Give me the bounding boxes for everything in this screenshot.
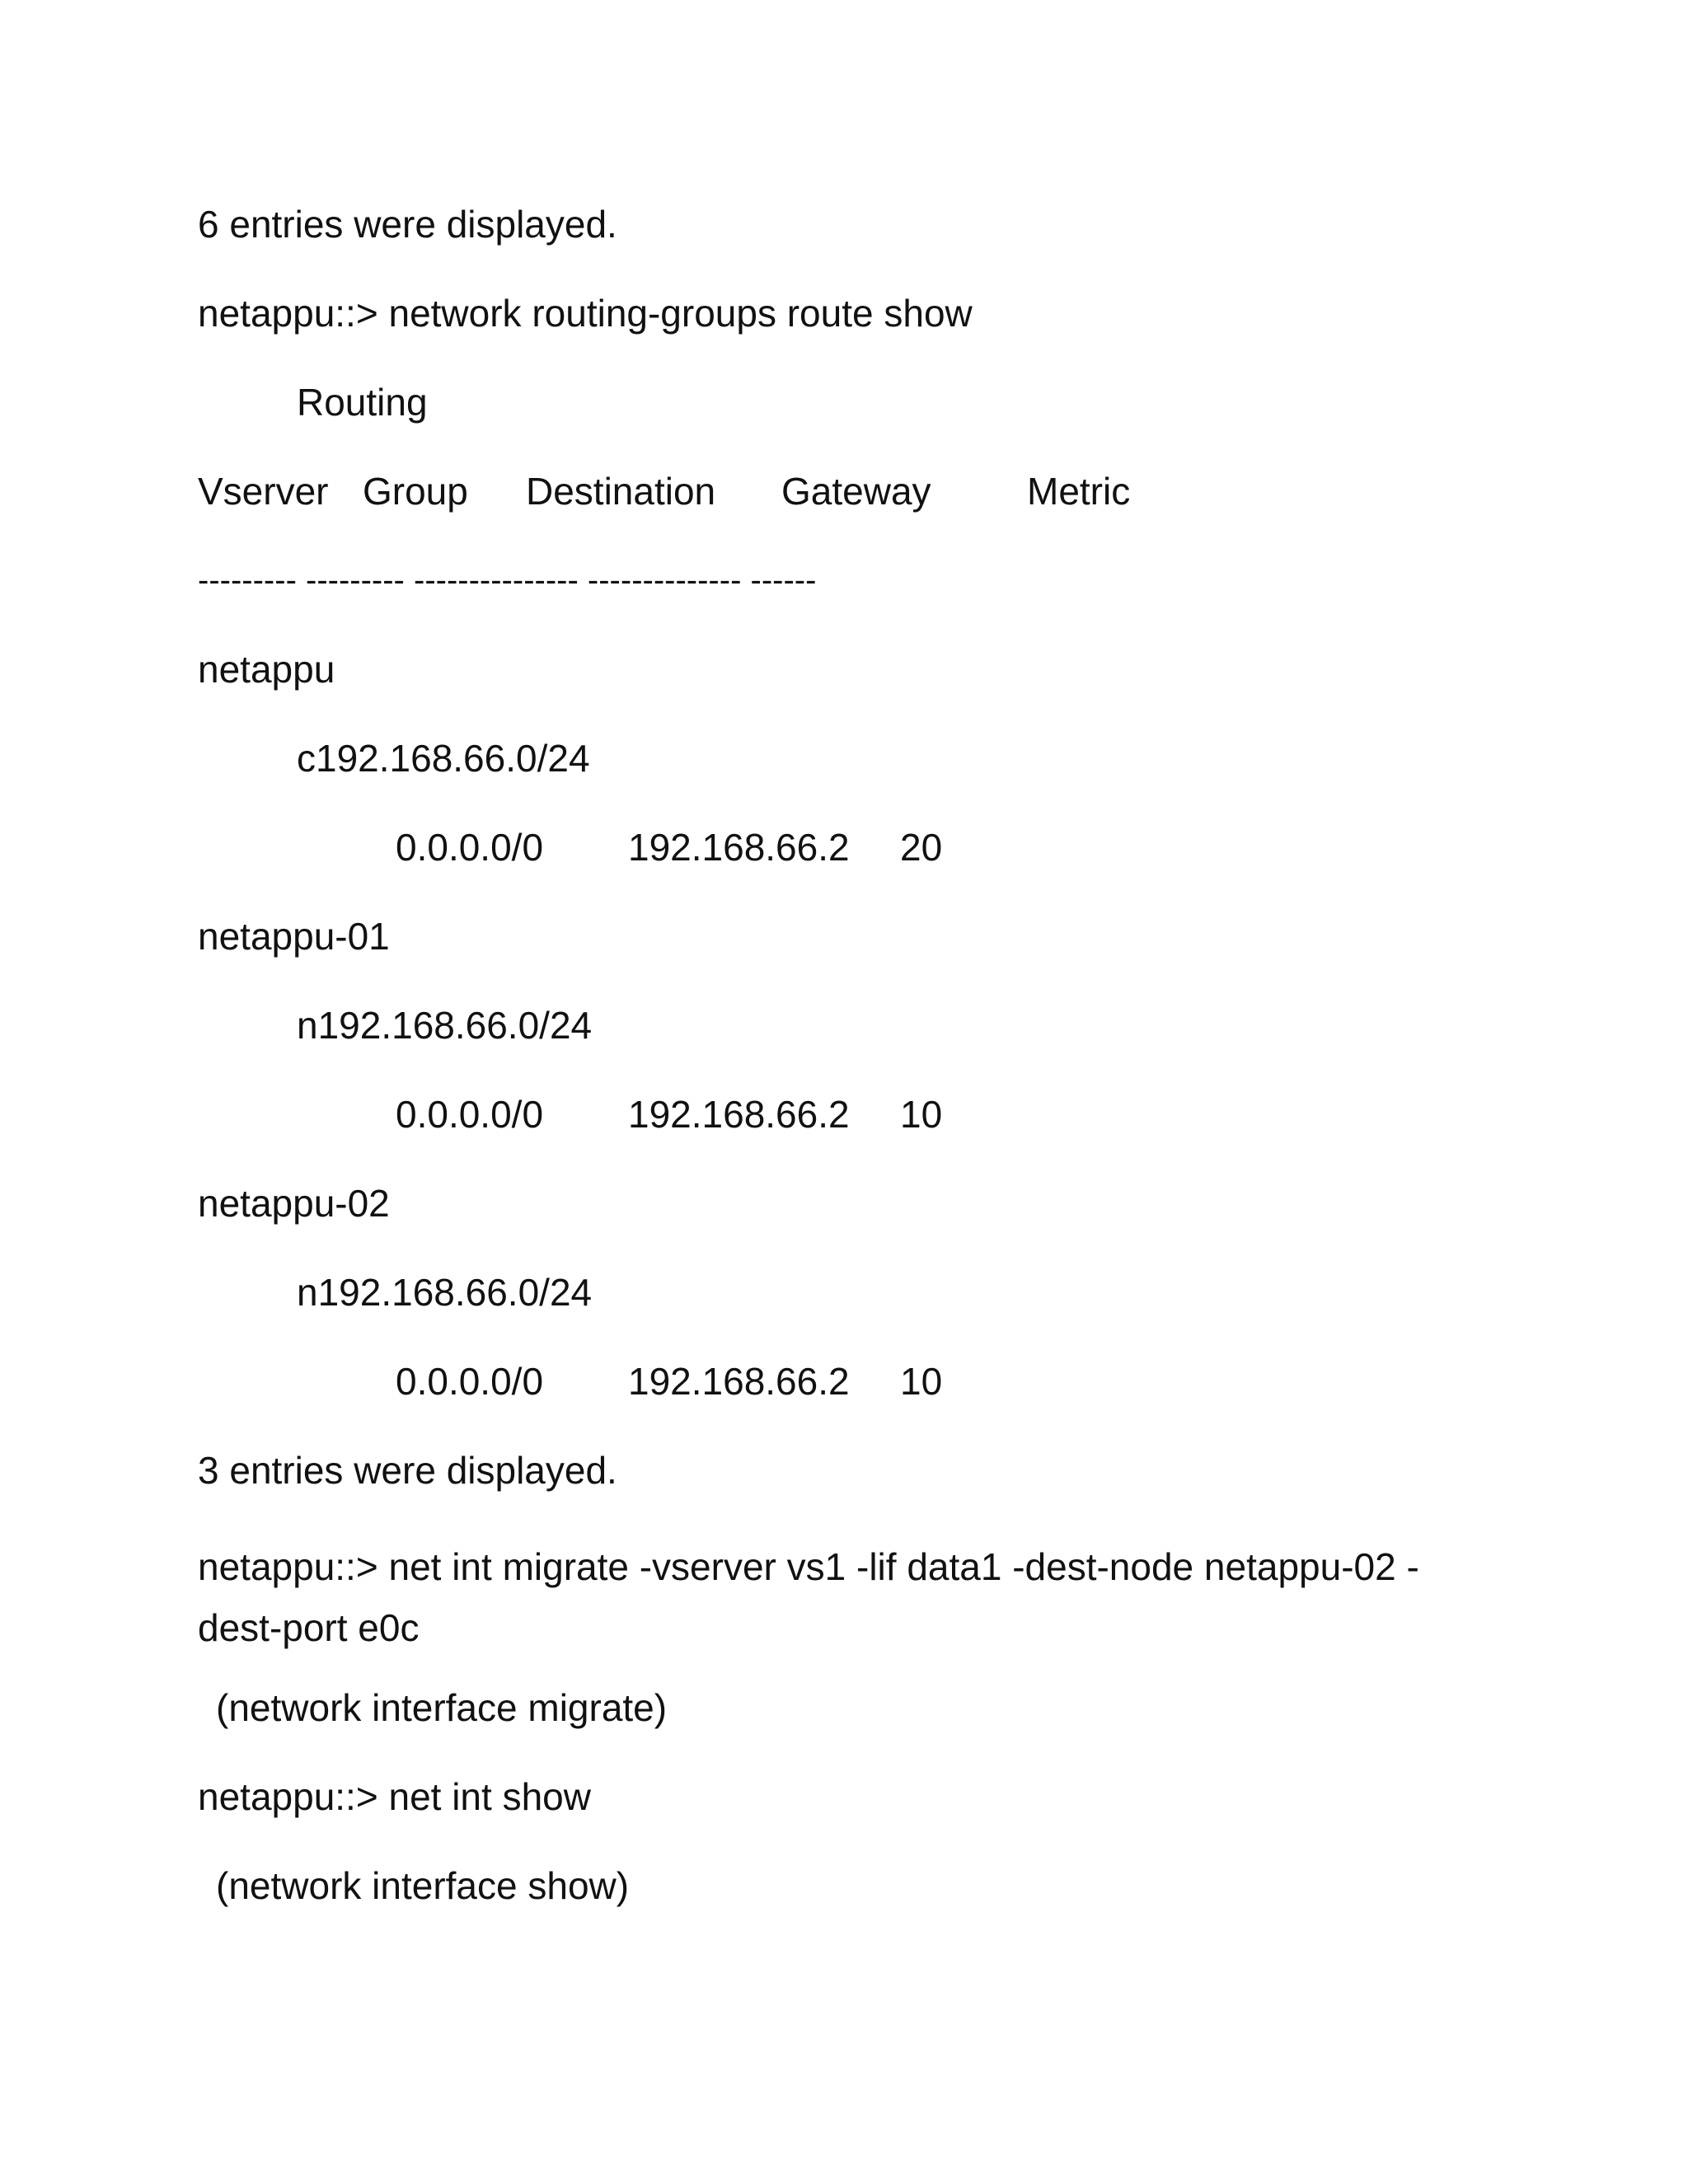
migrate-command: netappu::> net int migrate -vserver vs1 -lif data1 -dest-node netappu-02 -dest-port e0c <box>198 1545 1419 1649</box>
row-gateway: 192.168.66.2 <box>628 1093 850 1136</box>
entries-displayed-line: 3 entries were displayed. <box>198 1449 617 1492</box>
row-group: c192.168.66.0/24 <box>297 737 590 780</box>
migrate-alias: (network interface migrate) <box>216 1686 668 1729</box>
show-alias: (network interface show) <box>216 1864 630 1907</box>
row-group: n192.168.66.0/24 <box>297 1271 593 1314</box>
header-metric: Metric <box>1027 470 1131 513</box>
row-metric: 20 <box>900 826 943 869</box>
entries-displayed-line: 6 entries were displayed. <box>198 203 617 246</box>
row-metric: 10 <box>900 1360 943 1403</box>
row-vserver: netappu-02 <box>198 1182 390 1225</box>
row-metric: 10 <box>900 1093 943 1136</box>
row-vserver: netappu-01 <box>198 915 390 958</box>
row-gateway: 192.168.66.2 <box>628 826 850 869</box>
row-destination: 0.0.0.0/0 <box>396 826 544 869</box>
header-group: Group <box>363 470 468 513</box>
row-vserver: netappu <box>198 648 335 691</box>
row-group: n192.168.66.0/24 <box>297 1004 593 1047</box>
table-separator: --------- --------- --------------- -------------- ------ <box>198 562 817 598</box>
row-destination: 0.0.0.0/0 <box>396 1093 544 1136</box>
routing-groups-command: netappu::> network routing-groups route show <box>198 292 973 335</box>
row-destination: 0.0.0.0/0 <box>396 1360 544 1403</box>
header-routing-label: Routing <box>297 381 428 424</box>
header-vserver: Vserver <box>198 470 329 513</box>
show-command: netappu::> net int show <box>198 1775 591 1818</box>
header-gateway: Gateway <box>781 470 931 513</box>
row-gateway: 192.168.66.2 <box>628 1360 850 1403</box>
header-destination: Destination <box>526 470 716 513</box>
